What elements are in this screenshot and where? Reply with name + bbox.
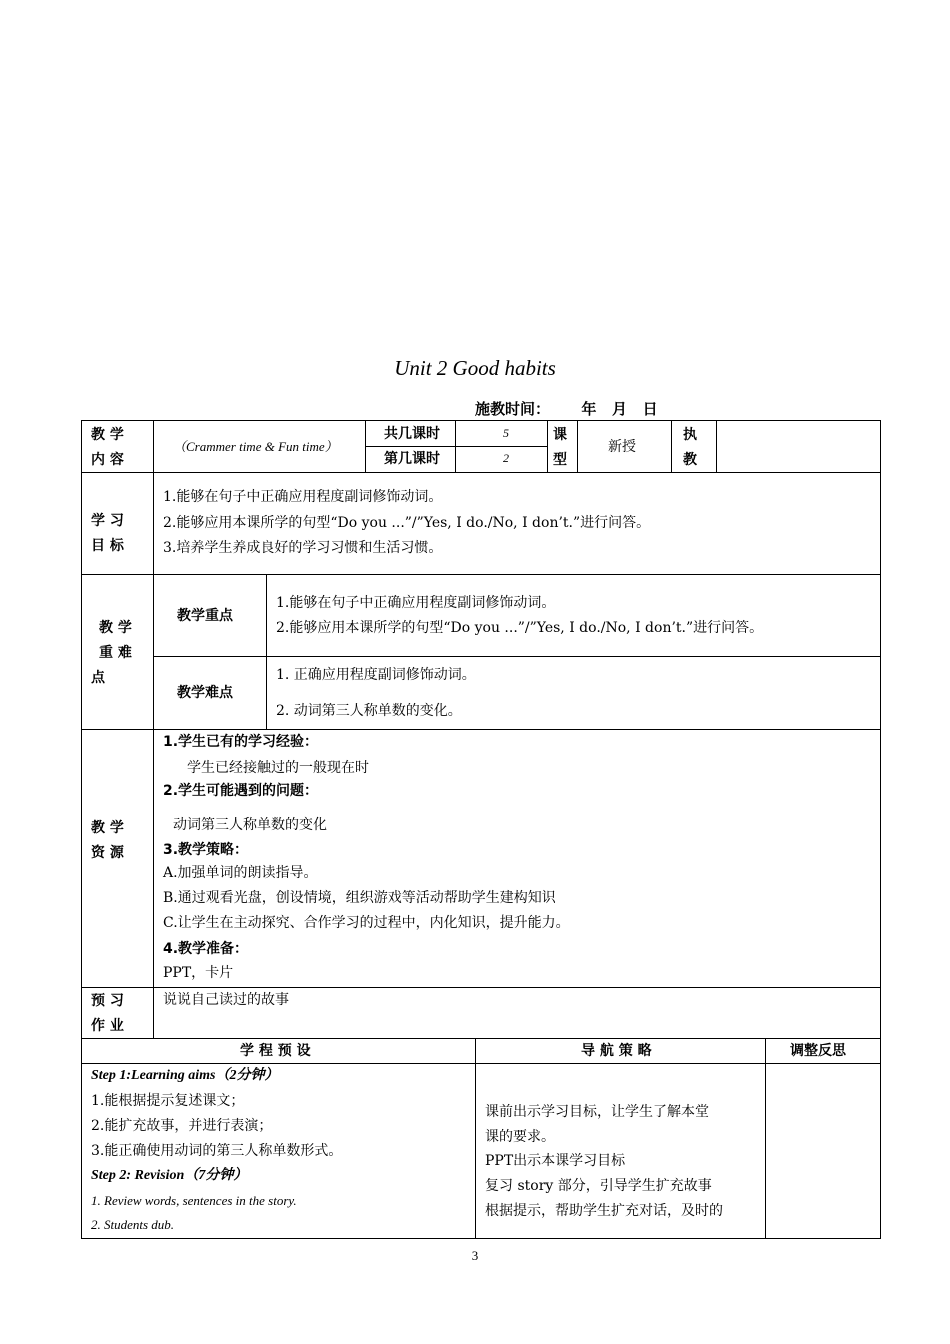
row-divider	[81, 472, 881, 473]
key-points-label: 重 难	[99, 645, 132, 661]
resources-text: 动词第三人称单数的变化	[173, 817, 327, 833]
step-heading: Step 2: Revision（7分钟）	[91, 1168, 248, 1183]
goals-label: 学 习	[91, 513, 124, 529]
document-title: Unit 2 Good habits	[394, 356, 556, 380]
col-divider	[475, 1038, 476, 1239]
content-label: 内 容	[91, 452, 124, 468]
teacher-label: 教	[683, 452, 697, 468]
strategy-item: C.让学生在主动探究、合作学习的过程中，内化知识，提升能力。	[163, 915, 570, 931]
strategy-item: B.通过观看光盘，创设情境，组织游戏等活动帮助学生建构知识	[163, 890, 556, 906]
lesson-number-value: 2	[503, 451, 509, 465]
key-points-label: 点	[91, 670, 105, 686]
focus-item: 1.能够在句子中正确应用程度副词修饰动词。	[276, 595, 556, 611]
resources-heading: 1.学生已有的学习经验：	[163, 734, 319, 750]
strategy-col-header: 导 航 策 略	[581, 1043, 652, 1059]
goal-item: 3.培养学生养成良好的学习习惯和生活习惯。	[163, 540, 443, 556]
col-divider	[455, 420, 456, 472]
process-col-header: 学 程 预 设	[240, 1043, 311, 1059]
row-divider	[81, 574, 881, 575]
strategy-line: 课前出示学习目标，让学生了解本堂	[485, 1104, 709, 1120]
step-item: 2.能扩充故事，并进行表演；	[91, 1118, 273, 1134]
row-divider	[81, 1063, 881, 1064]
col-divider	[365, 420, 366, 472]
col-divider	[765, 1038, 766, 1239]
step-item: 1. Review words, sentences in the story.	[91, 1193, 297, 1208]
col-divider	[577, 420, 578, 472]
strategy-line: 课的要求。	[485, 1129, 555, 1145]
key-points-label: 教 学	[99, 620, 132, 636]
lesson-type-label: 课	[553, 427, 567, 443]
preview-label: 预 习	[91, 993, 124, 1009]
preview-label: 作 业	[91, 1018, 124, 1034]
resources-text: PPT，卡片	[163, 965, 234, 981]
resources-label: 资 源	[91, 845, 124, 861]
goal-item: 1.能够在句子中正确应用程度副词修饰动词。	[163, 489, 443, 505]
preview-value: 说说自己读过的故事	[163, 992, 289, 1008]
strategy-line: 复习 story 部分，引导学生扩充故事	[485, 1178, 712, 1194]
total-lessons-value: 5	[503, 426, 509, 440]
step-item: 2. Students dub.	[91, 1217, 175, 1232]
col-divider	[716, 420, 717, 472]
goal-item: 2.能够应用本课所学的句型“Do you ...”/”Yes, I do./No, I don’t.”进行问答。	[163, 515, 651, 531]
resources-label: 教 学	[91, 820, 124, 836]
teaching-date: 施教时间： 年 月 日	[475, 400, 658, 418]
col-divider	[153, 420, 154, 1038]
goals-label: 目 标	[91, 538, 124, 554]
row-divider	[153, 656, 881, 657]
strategy-line: PPT出示本课学习目标	[485, 1153, 626, 1169]
step-heading: Step 1:Learning aims（2分钟）	[91, 1068, 279, 1083]
step-item: 3.能正确使用动词的第三人称单数形式。	[91, 1143, 343, 1159]
resources-heading: 2.学生可能遇到的问题：	[163, 783, 319, 799]
difficulty-label: 教学难点	[177, 685, 233, 701]
col-divider	[266, 574, 267, 729]
reflection-col-header: 调整反思	[790, 1043, 846, 1059]
step-item: 1.能根据提示复述课文；	[91, 1093, 245, 1109]
difficulty-item: 1. 正确应用程度副词修饰动词。	[276, 667, 476, 683]
resources-heading: 3.教学策略：	[163, 842, 249, 858]
difficulty-item: 2. 动词第三人称单数的变化。	[276, 703, 462, 719]
content-label: 教 学	[91, 427, 124, 443]
strategy-item: A.加强单词的朗读指导。	[163, 865, 318, 881]
lesson-type-label: 型	[553, 452, 567, 468]
resources-text: 学生已经接触过的一般现在时	[187, 760, 369, 776]
page-number: 3	[471, 1248, 479, 1263]
row-divider	[365, 446, 547, 447]
row-divider	[81, 987, 881, 988]
lesson-number-label: 第几课时	[384, 451, 440, 467]
lesson-type-value: 新授	[608, 439, 636, 455]
lesson-content: （Crammer time & Fun time）	[173, 439, 338, 454]
row-divider	[81, 729, 881, 730]
col-divider	[547, 420, 548, 472]
strategy-line: 根据提示，帮助学生扩充对话，及时的	[485, 1203, 723, 1219]
focus-label: 教学重点	[177, 608, 233, 624]
total-lessons-label: 共几课时	[384, 426, 440, 442]
row-divider	[81, 1038, 881, 1039]
focus-item: 2.能够应用本课所学的句型“Do you ...”/”Yes, I do./No, I don’t.”进行问答。	[276, 620, 764, 636]
resources-heading: 4.教学准备：	[163, 941, 249, 957]
teacher-label: 执	[683, 427, 697, 443]
col-divider	[671, 420, 672, 472]
